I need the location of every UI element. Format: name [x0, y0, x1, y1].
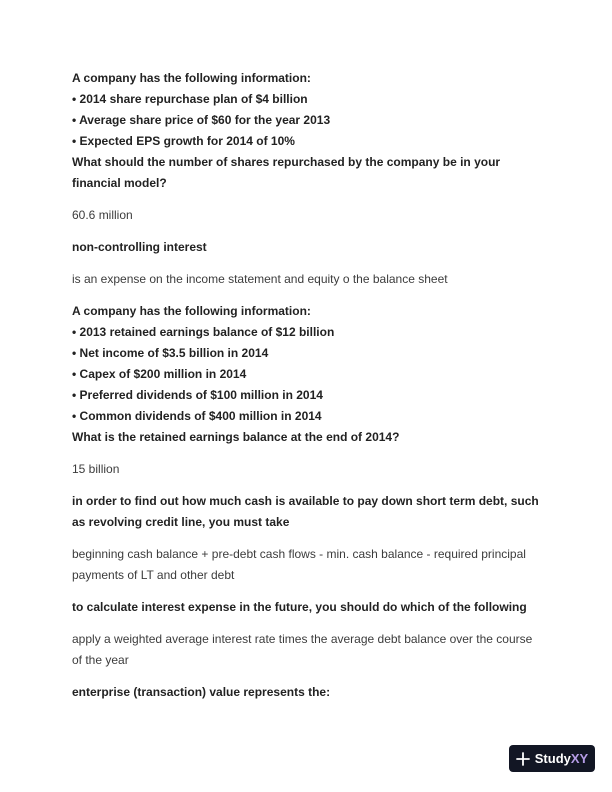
- question-line: • Average share price of $60 for the year 2013: [72, 113, 331, 127]
- answer: [72, 629, 542, 671]
- studyxy-logo[interactable]: [509, 745, 595, 772]
- question-line: in order to find out how much cash is available to pay down short term debt, such: [72, 494, 539, 508]
- question: [72, 237, 542, 258]
- question: [72, 597, 542, 618]
- question-line: • Common dividends of $400 million in 2014: [72, 409, 322, 423]
- answer: [72, 544, 542, 586]
- question-line: What should the number of shares repurchased by the company be in your: [72, 155, 501, 169]
- question-line: • 2014 share repurchase plan of $4 billion: [72, 92, 308, 106]
- question-line: to calculate interest expense in the future, you should do which of the following: [72, 600, 527, 614]
- question: [72, 491, 542, 533]
- question-line: • Net income of $3.5 billion in 2014: [72, 346, 269, 360]
- answer: 60.6 million: [72, 208, 133, 222]
- question-line: What is the retained earnings balance at the end of 2014?: [72, 430, 400, 444]
- question-line: • Capex of $200 million in 2014: [72, 367, 247, 381]
- answer-line: apply a weighted average interest rate times the average debt balance over the course: [72, 632, 533, 646]
- question-line: as revolving credit line, you must take: [72, 515, 290, 529]
- question-line: • 2013 retained earnings balance of $12 billion: [72, 325, 335, 339]
- answer: 15 billion: [72, 462, 120, 476]
- question-line: • Expected EPS growth for 2014 of 10%: [72, 134, 295, 148]
- answer-line: payments of LT and other debt: [72, 568, 235, 582]
- question: [72, 301, 542, 448]
- question-line: non-controlling interest: [72, 240, 207, 254]
- answer: is an expense on the income statement and equity o the balance sheet: [72, 272, 448, 286]
- question-line: • Preferred dividends of $100 million in 2014: [72, 388, 323, 402]
- plus-icon: [516, 752, 530, 766]
- question: [72, 68, 542, 194]
- flashcard-content: [72, 68, 542, 714]
- answer-line: beginning cash balance + pre-debt cash flows - min. cash balance - required principal: [72, 547, 526, 561]
- question-line: financial model?: [72, 176, 167, 190]
- question-line: A company has the following information:: [72, 71, 311, 85]
- question-line: A company has the following information:: [72, 304, 311, 318]
- logo-text: StudyXY: [534, 751, 589, 766]
- question: [72, 682, 542, 703]
- question-line: enterprise (transaction) value represents the:: [72, 685, 331, 699]
- qa-item-1: [72, 68, 542, 194]
- answer-line: of the year: [72, 653, 129, 667]
